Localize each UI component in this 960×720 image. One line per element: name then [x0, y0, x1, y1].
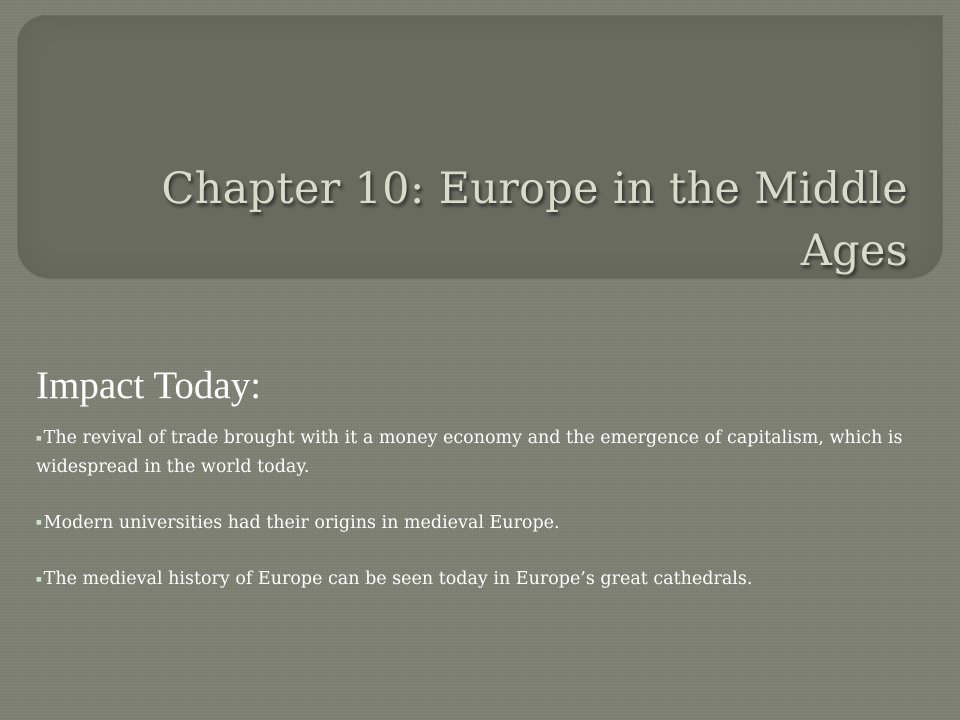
bullet-text: The revival of trade brought with it a money economy and the emergence of capitalism, which is widespread in the world today. — [36, 428, 903, 477]
bullet-item — [36, 565, 916, 594]
bullet-text: Modern universities had their origins in medieval Europe. — [43, 512, 560, 533]
bullet-text: The medieval history of Europe can be seen today in Europe’s great cathedrals. — [43, 569, 753, 589]
bullet-dot-icon: ■ — [36, 434, 42, 442]
bullet-dot-icon: ■ — [36, 575, 42, 583]
slide-title: Chapter 10: Europe in the Middle Ages — [161, 164, 908, 276]
bullet-item — [36, 509, 916, 538]
slide-subtitle: Impact Today: — [36, 364, 262, 407]
bullet-item — [36, 424, 916, 481]
slide-content — [36, 362, 916, 622]
bullet-dot-icon: ■ — [36, 519, 42, 526]
bullet-list — [36, 424, 916, 594]
